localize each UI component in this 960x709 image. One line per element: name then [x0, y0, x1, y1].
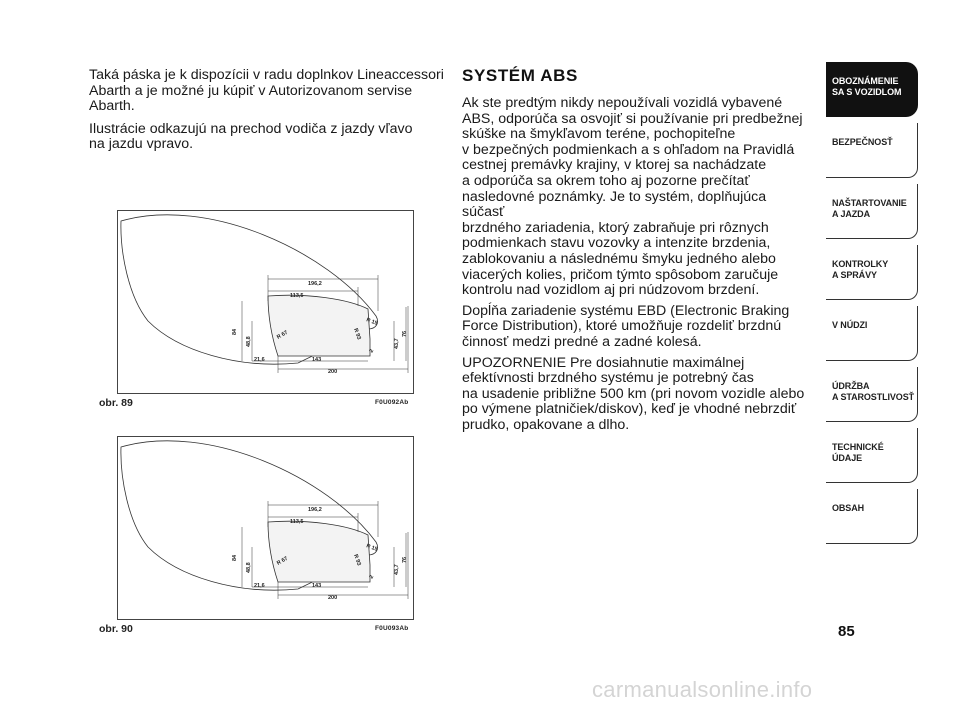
radius-15: R 15 [365, 317, 379, 327]
radius-15: R 15 [365, 543, 379, 553]
figure-89-label: obr. 89 [99, 397, 133, 409]
dim-196: 196,2 [308, 281, 322, 287]
dim-200: 200 [328, 369, 338, 375]
intro-text [89, 68, 444, 160]
abs-section [462, 66, 812, 438]
abs-paragraph-2: Dopĺňa zariadenie systému EBD (Electronic Braking Force Distribution), ktoré umožňuje rozdeliť brzdnú činnosť medzi predné a zadné kolesá. [462, 302, 790, 350]
section-heading: SYSTÉM ABS [462, 66, 578, 85]
page-number: 85 [838, 623, 855, 640]
dim-113: 113,5 [290, 519, 304, 525]
tab-obsah[interactable]: OBSAH [826, 489, 918, 544]
dim-113: 113,5 [290, 293, 304, 299]
dim-48: 48,8 [246, 562, 252, 573]
tab-v-nudzi[interactable]: V NÚDZI [826, 306, 918, 361]
chapter-sidebar [826, 62, 918, 550]
tab-bezpecnost[interactable]: BEZPEČNOSŤ [826, 123, 918, 178]
headlamp-tape-diagram-90 [118, 437, 413, 619]
dim-43: 43,7 [394, 564, 400, 575]
radius-67: R 67 [276, 329, 290, 341]
dim-2: 2 [368, 348, 376, 354]
dim-84: 84 [232, 328, 238, 335]
tab-udrzba[interactable]: ÚDRŽBA A STAROSTLIVOSŤ [826, 367, 918, 422]
dim-2: 2 [368, 574, 376, 580]
radius-93: R 93 [352, 327, 362, 341]
tab-technicke-udaje[interactable]: TECHNICKÉ ÚDAJE [826, 428, 918, 483]
intro-paragraph-1: Taká páska je k dispozícii v radu doplnkov Lineaccessori Abarth a je možné ju kúpiť v Autorizovanom servise Abarth. [89, 67, 444, 115]
dim-76: 76 [402, 330, 408, 337]
dim-43: 43,7 [394, 338, 400, 349]
tab-oboznamenie[interactable]: OBOZNÁMENIE SA S VOZIDLOM [826, 62, 918, 117]
abs-paragraph-1: Ak ste predtým nikdy nepoužívali vozidlá vybavené ABS, odporúča sa osvojiť si používanie pri predbežnej skúške na šmykľavom teréne, pochopiteľne v bezpečných podmienkach a s ohľadom na Pravidlá cestnej premávky krajiny, v ktorej sa nachádzate a odporúča sa okrem toho aj pozorne prečítať nasledovné poznámky. Je to systém, doplňujúca súčasť brzdného zariadenia, ktorý zabraňuje pri rôznych podmienkach stavu vozovky a intenzite brzdenia, zablokovaniu a následnému šmyku jedného alebo viacerých kolies, pričom týmto spôsobom zaručuje kontrolu nad vozidlom aj pri núdzovom brzdení. [462, 95, 803, 299]
figure-89-code: F0U092Ab [375, 399, 409, 406]
figure-90-code: F0U093Ab [375, 625, 409, 632]
dim-76: 76 [402, 556, 408, 563]
radius-67: R 67 [276, 555, 290, 567]
watermark: carmanualsonline.info [592, 677, 813, 702]
intro-paragraph-2: Ilustrácie odkazujú na prechod vodiča z jazdy vľavo na jazdu vpravo. [89, 120, 413, 153]
dim-21: 21,6 [254, 583, 265, 589]
figure-90-label: obr. 90 [99, 623, 133, 635]
figure-89-drawing [117, 210, 414, 394]
dim-143: 143 [312, 583, 322, 589]
dim-196: 196,2 [308, 507, 322, 513]
dim-200: 200 [328, 595, 338, 601]
dim-84: 84 [232, 554, 238, 561]
tab-kontrolky[interactable]: KONTROLKY A SPRÁVY [826, 245, 918, 300]
figure-90-drawing [117, 436, 414, 620]
headlamp-tape-diagram-89 [118, 211, 413, 393]
dim-21: 21,6 [254, 357, 265, 363]
radius-93: R 93 [352, 553, 362, 567]
tab-nastartovanie[interactable]: NAŠTARTOVANIE A JAZDA [826, 184, 918, 239]
dim-48: 48,8 [246, 336, 252, 347]
dim-143: 143 [312, 357, 322, 363]
abs-paragraph-3: UPOZORNENIE Pre dosiahnutie maximálnej efektívnosti brzdného systému je potrebný čas na usadenie približne 500 km (pri novom vozidle alebo po výmene platničiek/diskov), keď je vhodné nebrzdiť prudko, opakovane a dlho. [462, 354, 805, 433]
